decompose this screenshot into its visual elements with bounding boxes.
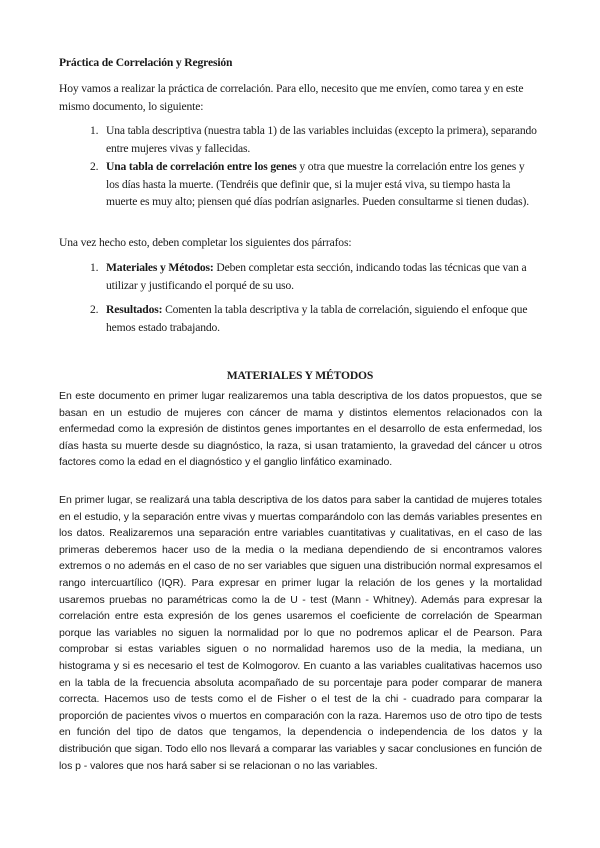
sections-list-item <box>59 259 539 294</box>
body-paragraph: En este documento en primer lugar realizaremos una tabla descriptiva de los datos propuestos, que se basan en un estudio de mujeres con cáncer de mama y distintos elementos relacionados con la enfermedad como la expresión de distintos genes importantes en el desarrollo de esta enfermedad, los días hasta su muerte desde su diagnóstico, la raza, si usan tratamiento, la gravedad del cáncer u otros factores como la edad en el diagnóstico y el ganglio linfático examinado. <box>59 390 542 469</box>
task-list-item <box>59 158 539 211</box>
body-paragraph: En primer lugar, se realizará una tabla descriptiva de los datos para saber la cantidad de mujeres totales en el estudio, y la separación entre vivas y muertas comparándolo con las demás variables presentes en los datos. Realizaremos una separación entre variables cuantitativas y cualitativas, en el caso de las primeras deberemos hacer uso de la media o la mediana dependiendo de si encontramos valores extremos o no además en el caso de no ser variables que siguen una distribución normal expresamos el rango intercuartílico (IQR). Para expresar en primer lugar la relación de los genes y la mortalidad usaremos pruebas no paramétricas como la de U - test (Mann - Whitney). Además para expresar la correlación entre esta expresión de los genes usaremos el coeficiente de correlación de Spearman porque las variables no siguen la normalidad por lo que no podremos aplicar el de Pearson. Para comprobar si estas variables siguen o no normalidad haremos uso de la media, la mediana, un histograma y si es necesario el test de Kolmogorov. En cuanto a las variables cualitativas hacemos uso en la tabla de la frecuencia absoluta acompañado de su porcentaje para poder comparar de manera correcta. Hacemos uso de tests como el de Fisher o el test de la chi - cuadrado para comparar la proporción de pacientes vivos o muertos en comparación con la raza. Haremos uso de otro tipo de tests en función del tipo de datos que tengamos, la dependencia o independencia de los datos y la distribución que sigan. Todo ello nos llevará a comparar las variables y sacar conclusiones en función de los p - valores que nos hará saber si se relacionan o no las variables. <box>59 494 542 772</box>
list-item-bold-text: Una tabla de correlación entre los genes <box>106 160 297 173</box>
document-title: Práctica de Correlación y Regresión <box>59 56 233 69</box>
list-number: 2. <box>90 303 99 316</box>
sections-list-item <box>59 301 539 336</box>
list-item-text: Una tabla descriptiva (nuestra tabla 1) de las variables incluidas (excepto la primera), separando entre mujeres vivas y fallecidas. <box>106 124 537 155</box>
section-heading: MATERIALES Y MÉTODOS <box>226 369 374 382</box>
list-item-text: Comenten la tabla descriptiva y la tabla de correlación, siguiendo el enfoque que hemos estado trabajando. <box>106 303 528 334</box>
list-item-text: y otra que muestre la correlación entre los genes y los días hasta la muerte. (Tendréis que definir que, si la mujer está viva, su tiempo hasta la muerte es muy alto; piensen qué días podrían asignarles. Pueden consultarme si tienen dudas). <box>106 160 529 208</box>
list-number: 1. <box>90 124 99 137</box>
list-number: 1. <box>90 261 99 274</box>
list-number: 2. <box>90 160 99 173</box>
task-list-item <box>59 122 539 157</box>
sections-list <box>59 259 539 336</box>
task-list <box>59 122 539 211</box>
transition-paragraph: Una vez hecho esto, deben completar los siguientes dos párrafos: <box>59 236 352 249</box>
list-item-bold-text: Materiales y Métodos: <box>106 261 214 274</box>
intro-paragraph: Hoy vamos a realizar la práctica de correlación. Para ello, necesito que me envíen, como tarea y en este mismo documento, lo siguiente: <box>59 82 524 113</box>
list-item-bold-text: Resultados: <box>106 303 163 316</box>
list-item-text: Deben completar esta sección, indicando todas las técnicas que van a utilizar y justificando el porqué de su uso. <box>106 261 527 292</box>
